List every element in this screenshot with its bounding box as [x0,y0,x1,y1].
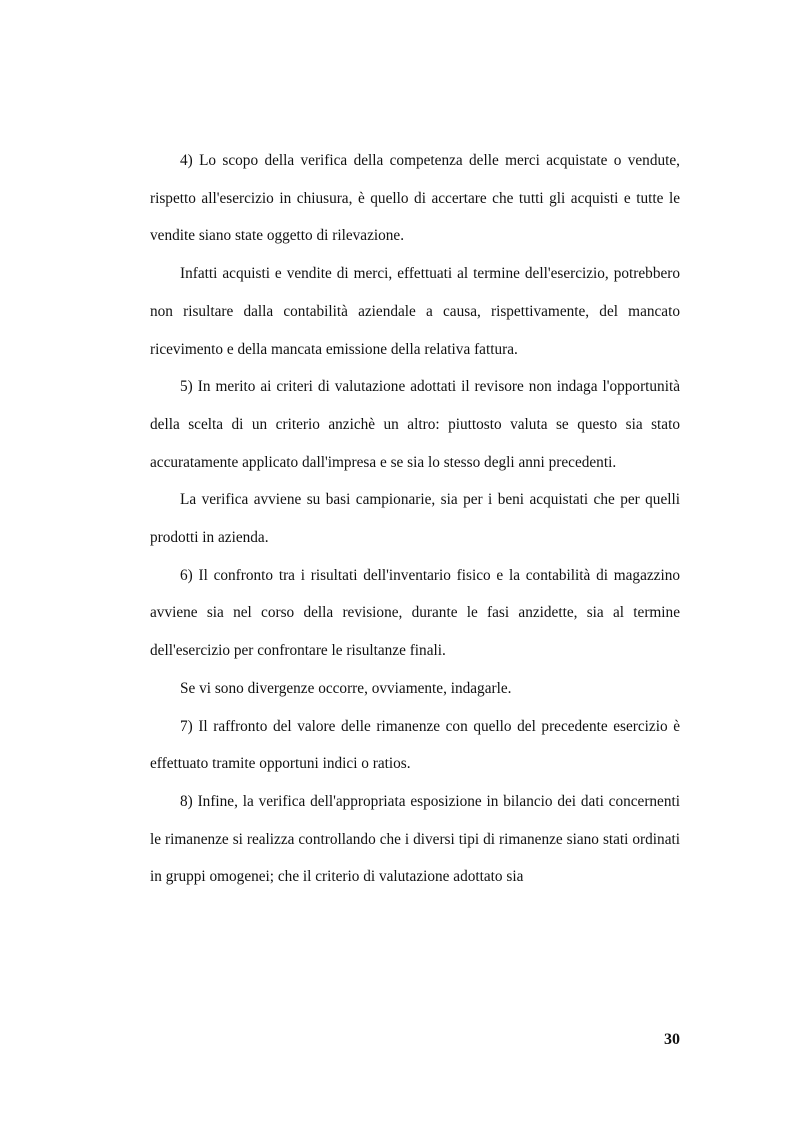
paragraph-item-8: 8) Infine, la verifica dell'appropriata esposizione in bilancio dei dati concernenti le rimanenze si realizza controllando che i diversi tipi di rimanenze siano stati ordinati in gruppi omogenei; che il criterio di valutazione adottato sia [150,792,680,886]
paragraph-infatti: Infatti acquisti e vendite di merci, effettuati al termine dell'esercizio, potrebbero non risultare dalla contabilità aziendale a causa, rispettivamente, del mancato ricevimento e della mancata emissione della relativa fattura. [150,265,680,358]
paragraph-divergenze: Se vi sono divergenze occorre, ovviamente, indagarle. [180,679,512,697]
paragraph-item-5: 5) In merito ai criteri di valutazione adottati il revisore non indaga l'opportunità della scelta di un criterio anzichè un altro: piuttosto valuta se questo sia stato accuratamente applicato dall'impresa e se sia lo stesso degli anni precedenti. [150,378,680,471]
body-text [150,142,680,896]
paragraph-item-6: 6) Il confronto tra i risultati dell'inventario fisico e la contabilità di magazzino avviene sia nel corso della revisione, durante le fasi anzidette, sia al termine dell'esercizio per confrontare le risultanze finali. [150,566,680,660]
paragraph-verifica: La verifica avviene su basi campionarie, sia per i beni acquistati che per quelli prodotti in azienda. [150,491,680,547]
paragraph-item-4: 4) Lo scopo della verifica della competenza delle merci acquistate o vendute, rispetto all'esercizio in chiusura, è quello di accertare che tutti gli acquisti e tutte le vendite siano state oggetto di rilevazione. [150,152,680,245]
paragraph-item-7: 7) Il raffronto del valore delle rimanenze con quello del precedente esercizio è effettuato tramite opportuni indici o ratios. [150,717,680,773]
page-number: 30 [664,1031,680,1048]
